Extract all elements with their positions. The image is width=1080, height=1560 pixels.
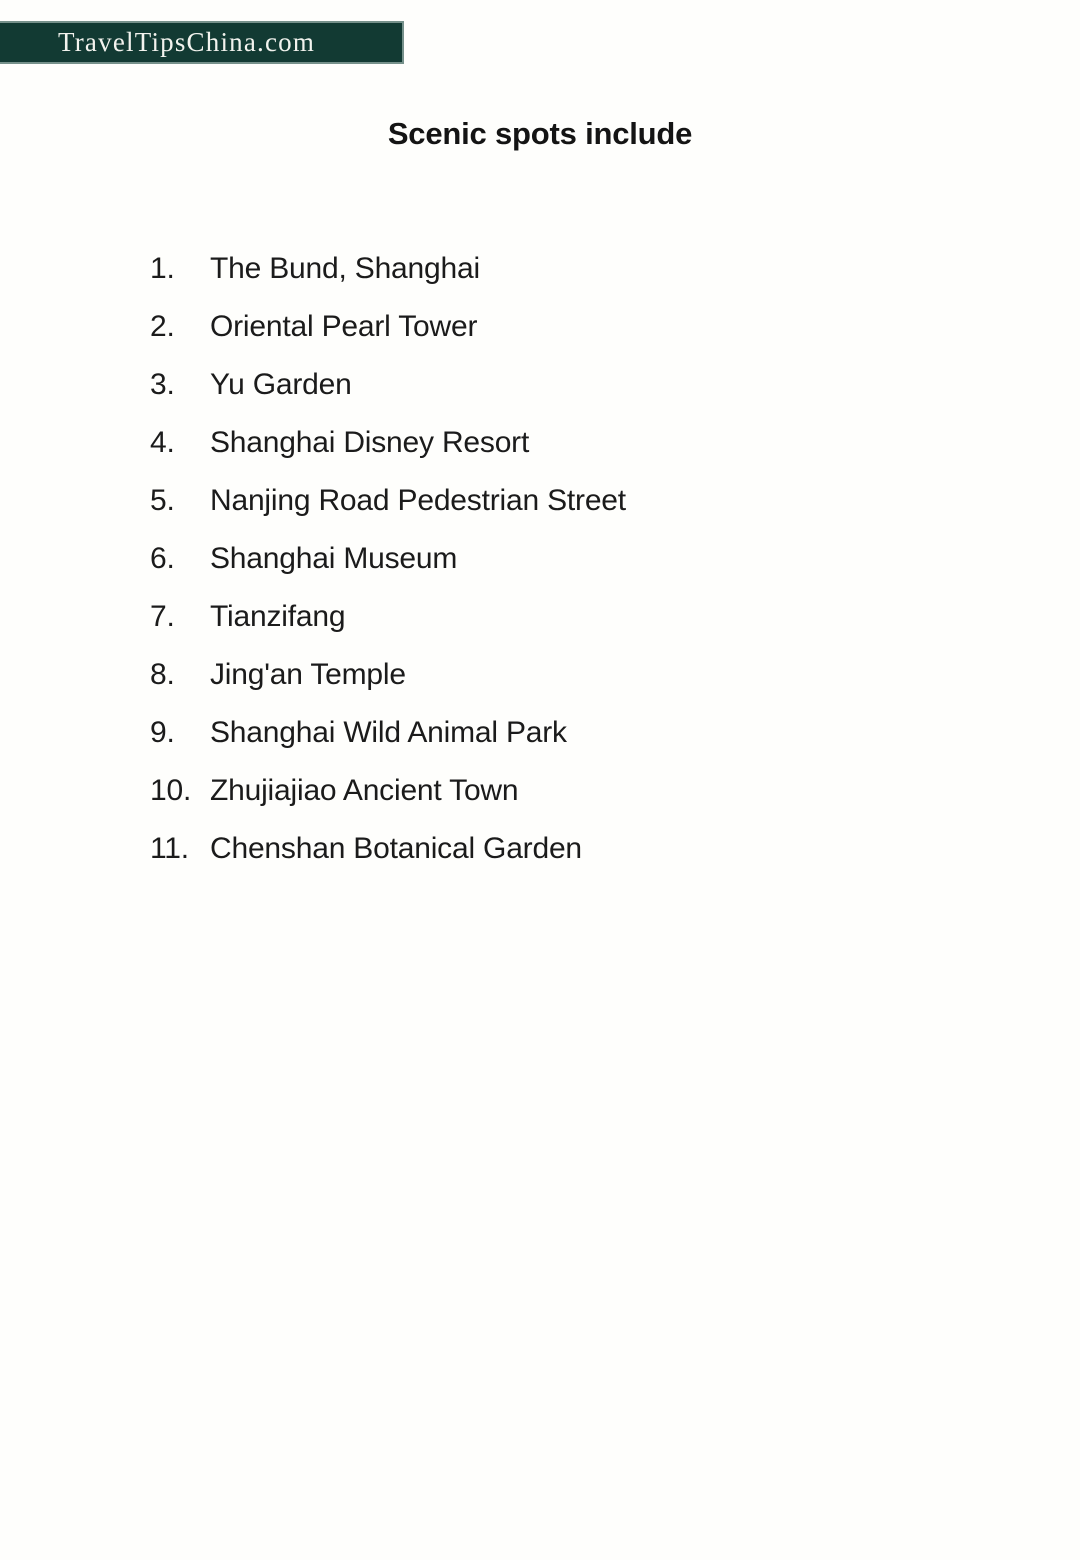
list-item-number: 7. [150, 600, 175, 633]
list-item [150, 820, 930, 878]
list-item-label: Chenshan Botanical Garden [210, 832, 582, 865]
list-item-number: 1. [150, 252, 175, 285]
list-item [150, 588, 930, 646]
list-item [150, 530, 930, 588]
list-item [150, 298, 930, 356]
list-item [150, 414, 930, 472]
list-item-number: 5. [150, 484, 175, 517]
list-item-label: Oriental Pearl Tower [210, 310, 478, 343]
list-item-label: Tianzifang [210, 600, 346, 633]
list-item-label: Jing'an Temple [210, 658, 406, 691]
page-title: Scenic spots include [387, 116, 693, 151]
site-name-logo: TravelTipsChina.com [58, 27, 316, 57]
list-item-number: 8. [150, 658, 175, 691]
list-item-number: 9. [150, 716, 175, 749]
list-item-label: Zhujiajiao Ancient Town [210, 774, 519, 807]
list-item-label: The Bund, Shanghai [210, 252, 480, 285]
list-item-number: 11. [150, 832, 189, 865]
list-item-number: 2. [150, 310, 175, 343]
list-item-label: Yu Garden [210, 368, 352, 401]
list-item [150, 762, 930, 820]
list-item-number: 6. [150, 542, 175, 575]
list-item [150, 646, 930, 704]
list-item [150, 356, 930, 414]
list-item-label: Shanghai Wild Animal Park [210, 716, 567, 749]
site-banner [0, 21, 404, 64]
list-item [150, 472, 930, 530]
list-item-label: Shanghai Disney Resort [210, 426, 530, 459]
scenic-spots-list [150, 240, 930, 878]
list-item-number: 4. [150, 426, 175, 459]
list-item [150, 704, 930, 762]
list-item-label: Shanghai Museum [210, 542, 458, 575]
list-item-number: 3. [150, 368, 175, 401]
list-item-number: 10. [150, 774, 192, 807]
list-item-label: Nanjing Road Pedestrian Street [210, 484, 626, 517]
list-item [150, 240, 930, 298]
